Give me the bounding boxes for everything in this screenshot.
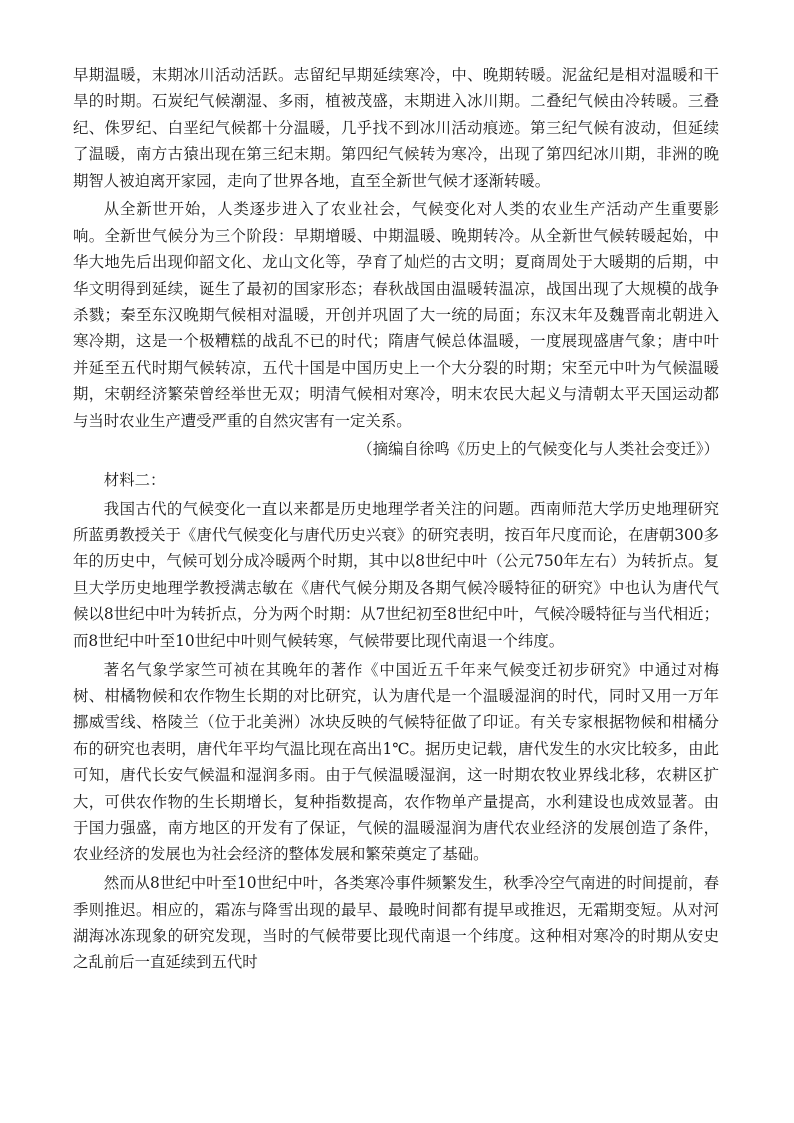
paragraph-holocene: 从全新世开始，人类逐步进入了农业社会，气候变化对人类的农业生产活动产生重要影响。全新世气候分为三个阶段：早期增暖、中期温暖、晚期转冷。从全新世气候转暖起始，中华大地先后出现仰韶文化、龙山文化等，孕育了灿烂的古文明；夏商周处于大暖期的后期，中华文明得到延续，诞生了最初的国家形态；春秋战国由温暖转温凉，战国出现了大规模的战争杀戮；秦至东汉晚期气候相对温暖，开创并巩固了大一统的局面；东汉末年及魏晋南北朝进入寒冷期，这是一个极糟糕的战乱不已的时代；隋唐气候总体温暖，一度展现盛唐气象；唐中叶并延至五代时期气候转凉，五代十国是中国历史上一个大分裂的时期；宋至元中叶为气候温暖期，宋朝经济繁荣曾经举世无双；明清气候相对寒冷，明末农民大起义与清朝太平天国运动都与当时农业生产遭受严重的自然灾害有一定关系。	[73, 200, 719, 430]
paragraph-tang-cold: 然而从8世纪中叶至10世纪中叶，各类寒冷事件频繁发生，秋季冷空气南进的时间提前，春季则推迟。相应的，霜冻与降雪出现的最早、最晚时间都有提早或推迟，无霜期变短。从对河湖海冰冻现象的研究发现，当时的气候带要比现代南退一个纬度。这种相对寒冷的时期从安史之乱前后一直延续到五代时	[73, 874, 719, 972]
paragraph-tang-periods: 我国古代的气候变化一直以来都是历史地理学者关注的问题。西南师范大学历史地理研究所蓝勇教授关于《唐代气候变化与唐代历史兴衰》的研究表明，按百年尺度而论，在唐朝300多年的历史中，气候可划分成冷暖两个时期，其中以8世纪中叶（公元750年左右）为转折点。复旦大学历史地理学教授满志敏在《唐代气候分期及各期气候冷暖特征的研究》中也认为唐代气候以8世纪中叶为转折点，分为两个时期：从7世纪初至8世纪中叶，气候冷暖特征与当代相近；而8世纪中叶至10世纪中叶则气候转寒，气候带要比现代南退一个纬度。	[73, 499, 719, 650]
paragraph-tang-warm: 著名气象学家竺可祯在其晚年的著作《中国近五千年来气候变迁初步研究》中通过对梅树、柑橘物候和农作物生长期的对比研究，认为唐代是一个温暖湿润的时代，同时又用一万年挪威雪线、格陵兰（位于北美洲）冰块反映的气候特征做了印证。有关专家根据物候和柑橘分布的研究也表明，唐代年平均气温比现在高出1℃。据历史记载，唐代发生的水灾比较多，由此可知，唐代长安气候温和湿润多雨。由于气候温暖湿润，这一时期农牧业界线北移，农耕区扩大，可供农作物的生长期增长，复种指数提高，农作物单产量提高，水利建设也成效显著。由于国力强盛，南方地区的开发有了保证，气候的温暖湿润为唐代农业经济的发展创造了条件，农业经济的发展也为社会经济的整体发展和繁荣奠定了基础。	[73, 660, 719, 864]
material-two-label: 材料二：	[103, 470, 166, 489]
paragraph-paleoclimate: 早期温暖，末期冰川活动活跃。志留纪早期延续寒冷，中、晚期转暖。泥盆纪是相对温暖和干旱的时期。石炭纪气候潮湿、多雨，植被茂盛，末期进入冰川期。二叠纪气候由冷转暖。三叠纪、侏罗纪、白垩纪气候都十分温暖，几乎找不到冰川活动痕迹。第三纪气候有波动，但延续了温暖，南方古猿出现在第三纪末期。第四纪气候转为寒冷，出现了第四纪冰川期，非洲的晚期智人被迫离开家园，走向了世界各地，直至全新世气候才逐渐转暖。	[73, 66, 719, 190]
document-page	[73, 62, 719, 978]
source-citation: （摘编自徐鸣《历史上的气候变化与人类社会变迁》）	[357, 440, 719, 459]
